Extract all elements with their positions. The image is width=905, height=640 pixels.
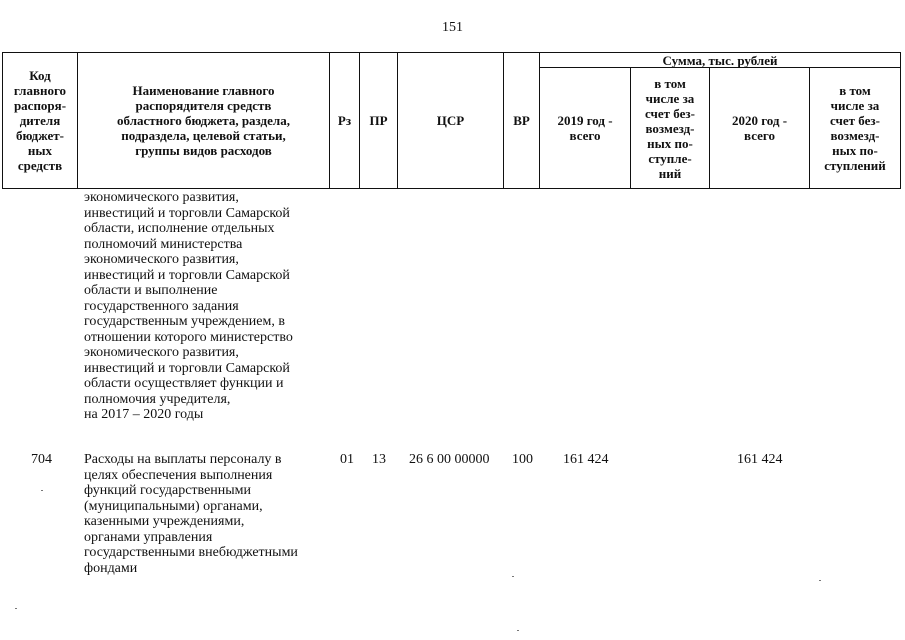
header-csr: ЦСР [397,52,504,189]
header-sum-group: Сумма, тыс. рублей [539,52,901,68]
header-code: Код главного распоря- дителя бюджет- ных средств [2,52,78,189]
row-name: Расходы на выплаты персоналу в целях обеспечения выполнения функций государственными (муниципальными) органами, казенными учреждениями, органами управления государственными внебюджетными фондами [84,452,298,576]
row-csr: 26 6 00 00000 [409,452,490,467]
header-name: Наименование главного распорядителя средств областного бюджета, раздела, подраздела, целевой статьи, группы видов расходов [77,52,330,189]
row-pr: 13 [372,452,386,467]
scan-speck [15,608,17,609]
header-2019-gratuitous: в том числе за счет без- возмезд- ных по- ступле- ний [630,67,710,189]
row-rz: 01 [340,452,354,467]
header-vr: ВР [503,52,540,189]
header-2020-total: 2020 год - всего [709,67,810,189]
row-2019-total: 161 424 [563,452,609,467]
row-continuation-name: экономического развития, инвестиций и торговли Самарской области, исполнение отдельных полномочий министерства экономического развития, инвестиций и торговли Самарской области и выполнение государственного задания государственным учреждением, в отношении которого министерство экономического развития, инвестиций и торговли Самарской области осуществляет функции и полномочия учредителя, на 2017 – 2020 годы [84,190,293,422]
header-pr: ПР [359,52,398,189]
scan-speck [819,580,821,581]
header-rz: Рз [329,52,360,189]
page-number: 151 [442,20,463,35]
header-2019-total: 2019 год - всего [539,67,631,189]
header-2020-gratuitous: в том числе за счет без- возмезд- ных по- ступлений [809,67,901,189]
row-vr: 100 [512,452,533,467]
scan-speck [512,576,514,577]
scan-speck [517,630,519,631]
row-code: 704 [31,452,52,467]
scan-speck [41,490,43,491]
row-2020-total: 161 424 [737,452,783,467]
